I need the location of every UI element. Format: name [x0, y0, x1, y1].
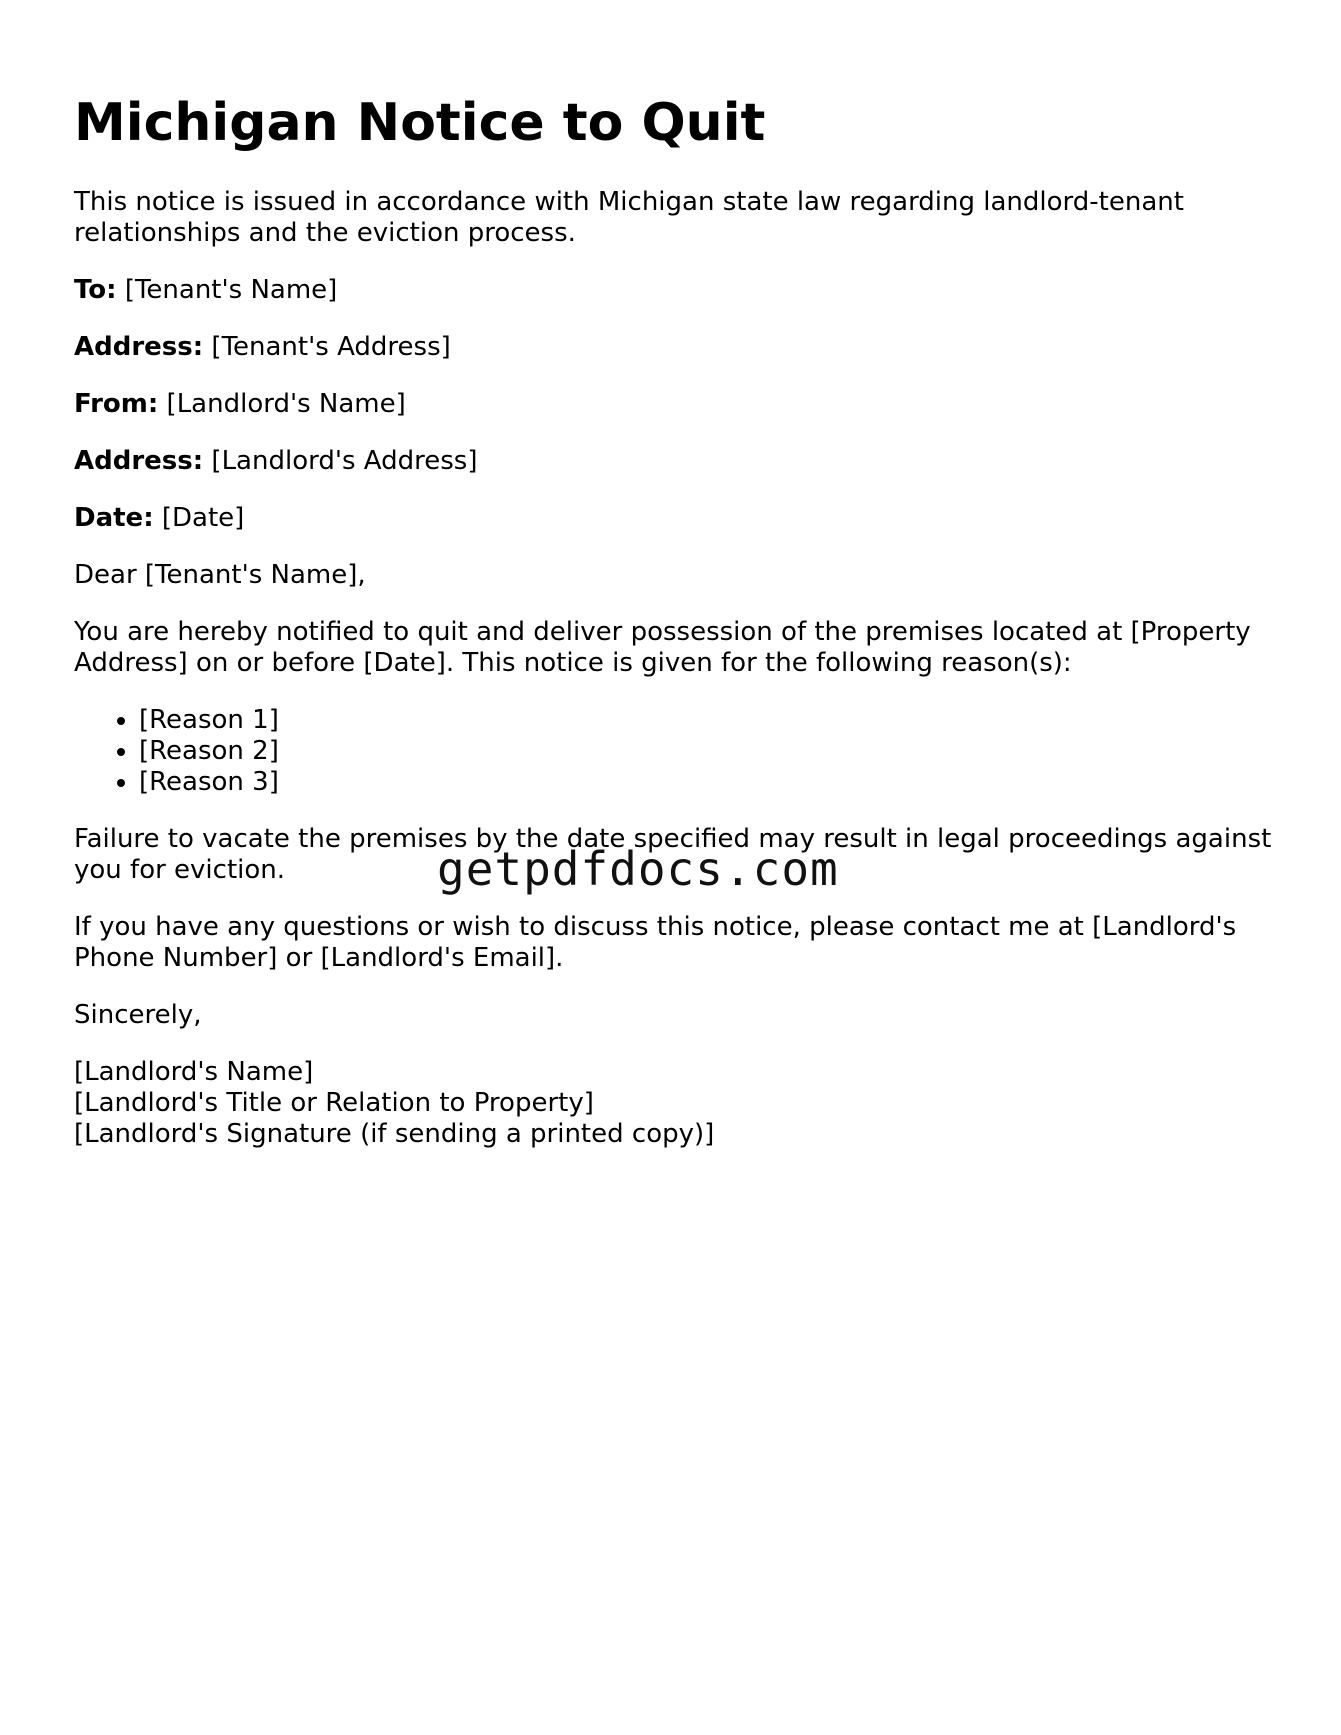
field-landlord-address — [74, 446, 1274, 477]
watermark: getpdfdocs.com — [437, 842, 839, 896]
contact-paragraph: If you have any questions or wish to discuss this notice, please contact me at [Landlord's Phone Number] or [Landlord's Email]. — [74, 912, 1237, 974]
field-date-label: Date: — [74, 503, 154, 534]
failure-paragraph: Failure to vacate the premises by the date specified may result in legal proceedings against you for eviction. — [74, 824, 1272, 886]
intro-paragraph: This notice is issued in accordance with Michigan state law regarding landlord-tenant relationships and the eviction process. — [74, 187, 1184, 249]
signature-line-signature: [Landlord's Signature (if sending a printed copy)] — [74, 1119, 715, 1150]
signature-line-name: [Landlord's Name] — [74, 1057, 314, 1088]
reasons-list — [74, 705, 1274, 798]
field-tenant-address — [74, 332, 1274, 363]
document-title: Michigan Notice to Quit — [74, 93, 766, 153]
field-to-value: [Tenant's Name] — [124, 275, 338, 306]
document-page — [74, 92, 1274, 1150]
reason-item: • [Reason 1] — [139, 705, 1274, 736]
field-to — [74, 275, 1274, 306]
field-tenant-address-label: Address: — [74, 332, 204, 363]
notice-paragraph: You are hereby notified to quit and deliver possession of the premises located at [Property Address] on or before [Date]. This notice is given for the following reason(s): — [74, 617, 1251, 679]
field-date-value: [Date] — [161, 503, 245, 534]
field-from — [74, 389, 1274, 420]
field-tenant-address-value: [Tenant's Address] — [211, 332, 451, 363]
field-to-label: To: — [74, 275, 117, 306]
signature-block — [74, 1057, 1274, 1150]
field-from-value: [Landlord's Name] — [166, 389, 406, 420]
salutation: Dear [Tenant's Name], — [74, 560, 366, 591]
field-date — [74, 503, 1274, 534]
field-landlord-address-value: [Landlord's Address] — [211, 446, 478, 477]
closing: Sincerely, — [74, 1000, 202, 1031]
reason-item: • [Reason 3] — [139, 767, 1274, 798]
signature-line-title: [Landlord's Title or Relation to Property] — [74, 1088, 594, 1119]
field-from-label: From: — [74, 389, 159, 420]
field-landlord-address-label: Address: — [74, 446, 204, 477]
reason-item: • [Reason 2] — [139, 736, 1274, 767]
